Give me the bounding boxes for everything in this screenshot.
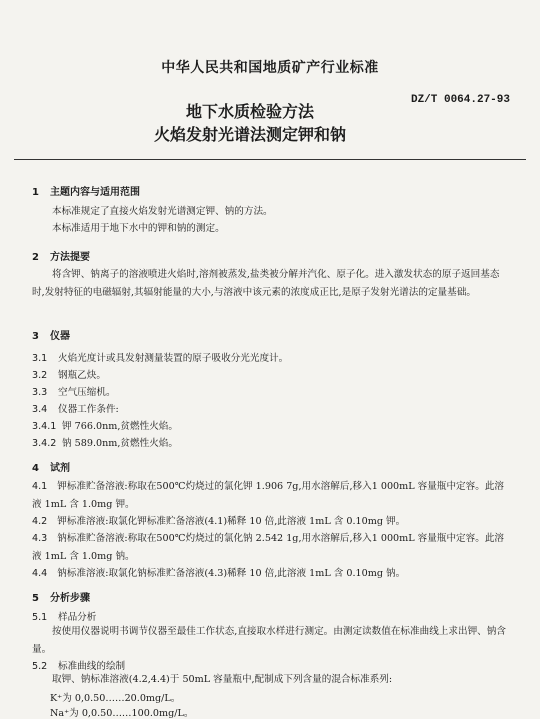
list-item — [32, 350, 288, 364]
item-text: 钢瓶乙炔。 — [58, 370, 106, 381]
item-text: 标准曲线的绘制 — [58, 661, 126, 672]
item-text: 钾标准溶液:取氯化钾标准贮备溶液(4.1)稀释 10 倍,此溶液 1mL 含 0.10mg 钾。 — [57, 516, 406, 527]
reagent-paragraph — [32, 478, 510, 513]
item-text: 样品分析 — [58, 612, 97, 623]
paragraph: 取钾、钠标准溶液(4.2,4.4)于 50mL 容量瓶中,配制成下列含量的混合标准系列: — [52, 674, 393, 685]
item-text: 火焰光度计或具发射测量装置的原子吸收分光光度计。 — [58, 353, 289, 364]
item-number: 3.2 — [32, 370, 48, 381]
item-text: 钠标准溶液:取氯化钠标准贮备溶液(4.3)稀释 10 倍,此溶液 1mL 含 0.10mg 钠。 — [57, 568, 406, 579]
subsection-heading — [32, 658, 125, 672]
section-heading-5 — [32, 589, 90, 604]
series-line-sodium: Na⁺为 0,0.50……100.0mg/L。 — [50, 708, 194, 719]
list-item — [32, 367, 106, 381]
section-heading-3 — [32, 327, 70, 342]
document-title-line2: 火焰发射光谱法测定钾和钠 — [153, 125, 346, 144]
section-heading-1 — [32, 183, 140, 198]
section-number: 4 — [32, 463, 39, 474]
item-number: 3.4 — [32, 404, 48, 415]
header-divider — [14, 159, 526, 160]
list-item — [32, 418, 178, 432]
section-number: 3 — [32, 331, 39, 342]
section-heading-2 — [32, 248, 90, 263]
paragraph: 本标准适用于地下水中的钾和钠的测定。 — [52, 223, 225, 234]
standard-organization-heading: 中华人民共和国地质矿产行业标准 — [161, 60, 379, 76]
subsection-heading — [32, 609, 96, 623]
section-number: 5 — [32, 593, 39, 604]
item-number: 3.3 — [32, 387, 48, 398]
list-item — [32, 401, 119, 415]
item-number: 5.2 — [32, 661, 48, 672]
item-number: 3.1 — [32, 353, 48, 364]
section-number: 1 — [32, 187, 39, 198]
section-title: 仪器 — [50, 331, 70, 342]
reagent-paragraph — [32, 565, 510, 583]
item-number: 4.2 — [32, 516, 48, 527]
section-number: 2 — [32, 252, 39, 263]
item-text: 钠 589.0nm,贫燃性火焰。 — [62, 438, 178, 449]
section-title: 方法提要 — [50, 252, 90, 263]
list-item — [32, 435, 178, 449]
item-text: 仪器工作条件: — [58, 404, 119, 415]
list-item — [32, 384, 116, 398]
item-number: 4.1 — [32, 481, 48, 492]
item-number: 3.4.1 — [32, 421, 57, 432]
item-text: 空气压缩机。 — [58, 387, 116, 398]
reagent-paragraph — [32, 513, 510, 531]
item-text: 钾标准贮备溶液:称取在500℃灼烧过的氯化钾 1.906 7g,用水溶解后,移入1 000mL 容量瓶中定容。此溶液 1mL 含 1.0mg 钾。 — [32, 481, 505, 510]
section-title: 分析步骤 — [50, 593, 90, 604]
paragraph: 按使用仪器说明书调节仪器至最佳工作状态,直接取水样进行测定。由测定读数值在标准曲线上求出钾、钠含量。 — [32, 626, 506, 655]
item-number: 4.3 — [32, 533, 48, 544]
section-title: 主题内容与适用范围 — [50, 187, 140, 198]
item-text: 钠标准贮备溶液:称取在500℃灼烧过的氯化钠 2.542 1g,用水溶解后,移入1 000mL 容量瓶中定容。此溶液 1mL 含 1.0mg 钠。 — [32, 533, 505, 562]
paragraph: 本标准规定了直接火焰发射光谱测定钾、钠的方法。 — [52, 206, 273, 217]
standard-code: DZ/T 0064.27-93 — [410, 94, 510, 106]
item-number: 4.4 — [32, 568, 48, 579]
series-line-potassium: K⁺为 0,0.50……20.0mg/L。 — [50, 693, 181, 704]
item-text: 钾 766.0nm,贫燃性火焰。 — [62, 421, 178, 432]
item-number: 5.1 — [32, 612, 48, 623]
reagent-paragraph — [32, 530, 510, 565]
section-heading-4 — [32, 459, 70, 474]
paragraph: 将含钾、钠离子的溶液喷进火焰时,溶剂被蒸发,盐类被分解并汽化、原子化。进入激发状态的原子返回基态时,发射特征的电磁辐射,其辐射能量的大小,与溶液中该元素的浓度成正比,是原子发射光谱法的定量基础。 — [32, 269, 500, 298]
section-title: 试剂 — [50, 463, 70, 474]
item-number: 3.4.2 — [32, 438, 57, 449]
document-title-line1: 地下水质检验方法 — [185, 102, 314, 121]
